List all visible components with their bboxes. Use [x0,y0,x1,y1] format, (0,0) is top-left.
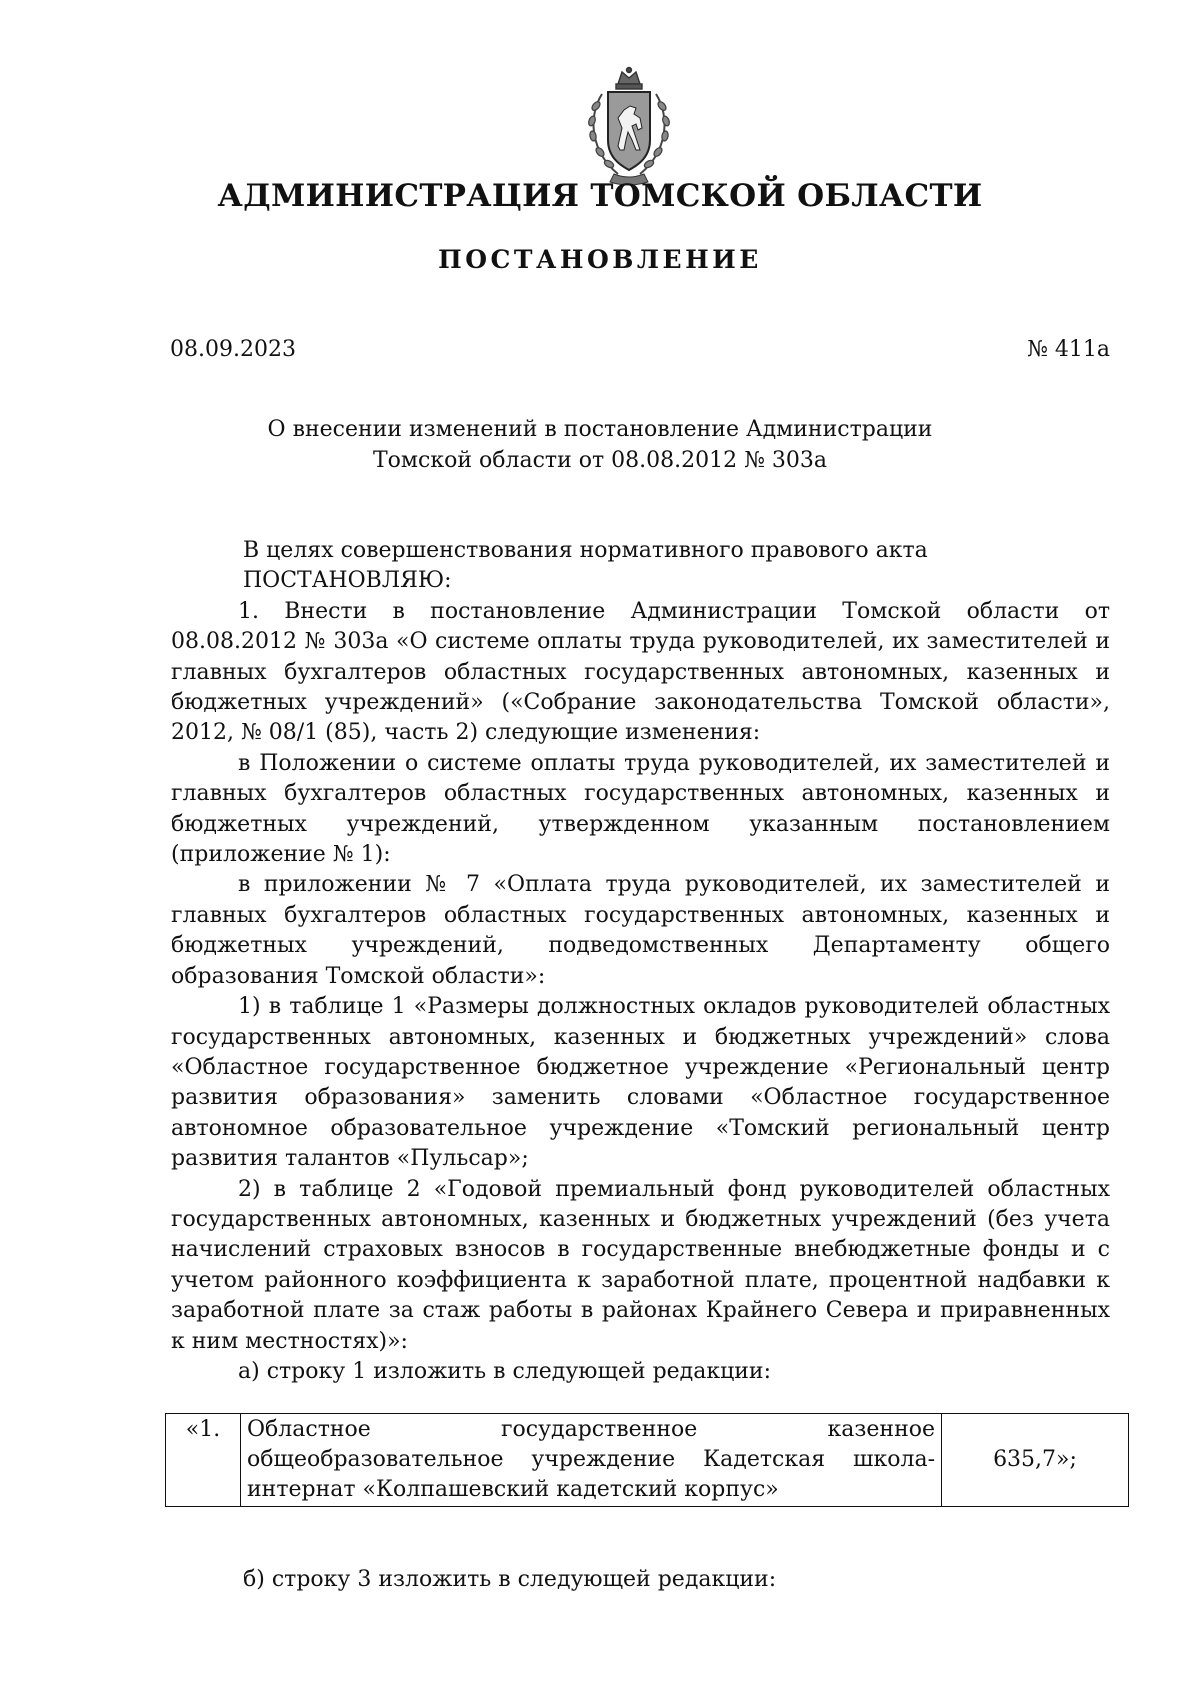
regulation-paragraph: в Положении о системе оплаты труда руководителей, их заместителей и главных бухгалтеров областных государственных автономных, казенных и бюджетных учреждений, утвержденном указанным постановлением (приложение № 1): [171,750,1110,868]
appendix-paragraph: в приложении № 7 «Оплата труда руководителей, их заместителей и главных бухгалтеров областных государственных автономных, казенных и бюджетных учреждений, подведомственных Департаменту общего образования Томской области»: [171,872,1110,989]
table-row [166,1414,1129,1507]
document-body [171,536,1110,1387]
subitem-2-paragraph: 2) в таблице 2 «Годовой премиальный фонд руководителей областных государственных автономных, казенных и бюджетных учреждений (без учета начислений страховых взносов в государственные внебюджетные фонды и с учетом районного коэффициента к заработной плате, процентной надбавки к заработной плате за стаж работы в районах Крайнего Севера и приравненных к ним местностях)»: [171,1176,1110,1354]
coat-of-arms-emblem [578,66,680,186]
subject-line-2: Томской области от 08.08.2012 № 303а [372,448,828,473]
preamble-paragraph: В целях совершенствования нормативного правового акта [243,538,928,563]
subitem-1-paragraph: 1) в таблице 1 «Размеры должностных окладов руководителей областных государственных автономных, казенных и бюджетных учреждений» слова «Областное государственное бюджетное учреждение «Региональный центр развития образования» заменить словами «Областное государственное автономное образовательное учреждение «Томский региональный центр развития талантов «Пульсар»; [171,994,1110,1172]
document-number: № 411а [1027,337,1110,362]
decree-word: ПОСТАНОВЛЯЮ: [243,568,452,594]
document-type-title: ПОСТАНОВЛЕНИЕ [438,245,762,274]
subject-line-1: О внесении изменений в постановление Администрации [267,417,933,442]
item-1-paragraph: 1. Внести в постановление Администрации Томской области от 08.08.2012 № 303а «О системе оплаты труда руководителей, их заместителей и главных бухгалтеров областных государственных автономных, казенных и бюджетных учреждений» («Собрание законодательства Томской области», 2012, № 08/1 (85), часть 2) следующие изменения: [171,598,1110,746]
organization-title: АДМИНИСТРАЦИЯ ТОМСКОЙ ОБЛАСТИ [217,178,983,214]
subitem-b-paragraph: б) строку 3 изложить в следующей редакции: [243,1567,777,1592]
subitem-a-paragraph: а) строку 1 изложить в следующей редакции: [238,1358,771,1384]
document-date: 08.09.2023 [170,337,296,362]
fund-value-cell: 635,7»; [942,1414,1129,1507]
institution-name-cell: Областное государственное казенное общеобразовательное учреждение Кадетская школа-интернат «Колпашевский кадетский корпус» [241,1414,942,1507]
replacement-row-table [165,1413,1129,1507]
row-number-cell: «1. [166,1414,241,1507]
document-subject [0,414,1200,476]
